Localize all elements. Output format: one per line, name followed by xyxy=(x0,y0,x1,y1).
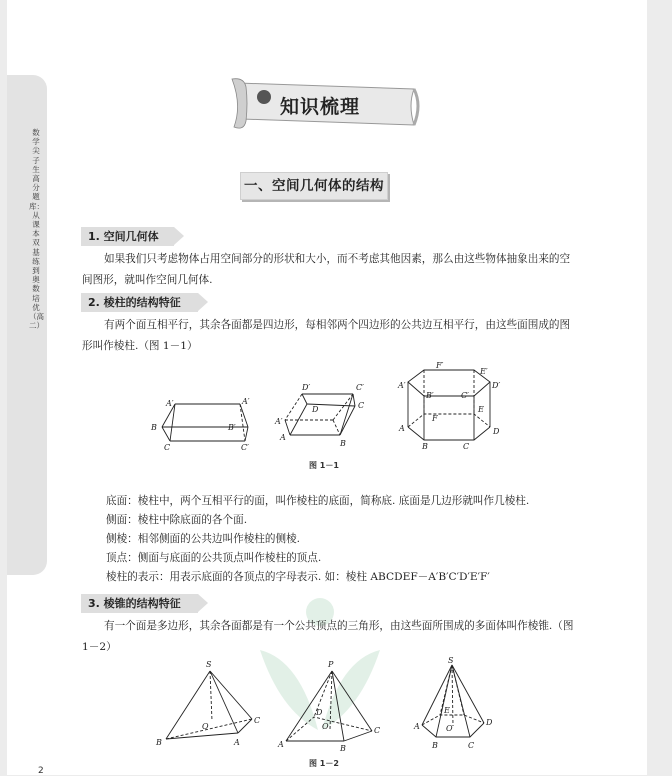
label-d3: D xyxy=(316,708,323,717)
label-c3: C xyxy=(463,442,470,451)
label-b5: B xyxy=(340,744,346,753)
def-notation: 棱柱的表示：用表示底面的各顶点的字母表示. 如：棱柱 ABCDEF－A′B′C′D′E′F′ xyxy=(106,571,490,583)
paragraph-solid-geometry: 如果我们只考虑物体占用空间部分的形状和大小，而不考虑其他因素，那么由这些物体抽象出来的空间图形，就叫作空间几何体. xyxy=(82,253,571,286)
label-e1: E′ xyxy=(480,367,488,376)
label-c2: C xyxy=(358,401,365,410)
label-c1b: C′ xyxy=(356,383,364,392)
label-o2: O xyxy=(322,722,329,731)
figure-caption-2: 图 1－2 xyxy=(309,759,339,768)
label-b2: B xyxy=(340,439,346,448)
def-base: 底面：棱柱中，两个互相平行的面，叫作棱柱的底面，简称底. 底面是几边形就叫作几棱柱. xyxy=(106,495,530,507)
label-e: E xyxy=(478,405,484,414)
label-a1b: A′ xyxy=(242,397,250,406)
label-d4: D xyxy=(486,718,493,727)
label-a3: A xyxy=(234,738,240,747)
label-a5: A xyxy=(414,722,420,731)
label-a1: A′ xyxy=(166,399,174,408)
subheading-prism: 2. 棱柱的结构特征 xyxy=(81,293,198,312)
label-a1d: A′ xyxy=(398,381,406,390)
label-b6: B xyxy=(432,741,438,750)
paragraph-pyramid: 有一个面是多边形，其余各面都是有一个公共顶点的三角形，由这些面所围成的多面体叫作棱锥.（图 1－2） xyxy=(82,620,574,653)
label-p: P xyxy=(328,660,334,669)
label-a1c: A′ xyxy=(275,417,283,426)
page-number: 2 xyxy=(38,766,44,776)
label-b4: B xyxy=(156,738,162,747)
label-a2: A xyxy=(399,424,405,433)
banner-title: 知识梳理 xyxy=(280,96,361,118)
label-f: F xyxy=(432,414,438,423)
label-s: S xyxy=(206,660,212,669)
def-vertex: 顶点：侧面与底面的公共顶点叫作棱柱的顶点. xyxy=(106,552,322,564)
subheading-pyramid: 3. 棱锥的结构特征 xyxy=(81,594,198,613)
label-a: A xyxy=(280,433,286,442)
label-b1b: B′ xyxy=(426,391,434,400)
label-b1: B′ xyxy=(228,423,236,432)
subheading-solid-geometry: 1. 空间几何体 xyxy=(81,227,174,246)
label-c6: C xyxy=(468,741,475,750)
prism-figure xyxy=(140,360,520,455)
paragraph-prism: 有两个面互相平行，其余各面都是四边形，每相邻两个四边形的公共边互相平行，由这些面围成的图形叫作棱柱.（图 1－1） xyxy=(82,319,571,352)
label-c1: C′ xyxy=(241,443,249,452)
label-o3: O xyxy=(446,724,453,733)
label-d1: D′ xyxy=(302,383,311,392)
label-a4: A xyxy=(278,740,284,749)
label-f1: F′ xyxy=(436,361,444,370)
label-c5: C xyxy=(374,726,381,735)
label-b: B xyxy=(151,423,157,432)
label-d: D xyxy=(312,405,319,414)
label-c4: C xyxy=(254,716,261,725)
section-title: 一、空间几何体的结构 xyxy=(240,172,388,200)
label-d2: D xyxy=(493,427,500,436)
label-d1b: D′ xyxy=(492,381,501,390)
def-lateral-face: 侧面：棱柱中除底面的各个面. xyxy=(106,514,248,526)
label-c1c: C′ xyxy=(461,391,469,400)
label-s2: S xyxy=(448,656,454,665)
def-lateral-edge: 侧棱：相邻侧面的公共边叫作棱柱的侧棱. xyxy=(106,533,301,545)
label-c: C xyxy=(164,443,171,452)
figure-caption-1: 图 1－1 xyxy=(309,461,339,470)
label-e2: E xyxy=(444,706,450,715)
label-b3: B xyxy=(422,442,428,451)
sidebar-book-title: 数学尖子生高分题库：从课本双基练到奥数培优（高二） xyxy=(29,128,44,331)
label-o: O xyxy=(202,722,209,731)
pyramid-figure xyxy=(150,655,510,755)
